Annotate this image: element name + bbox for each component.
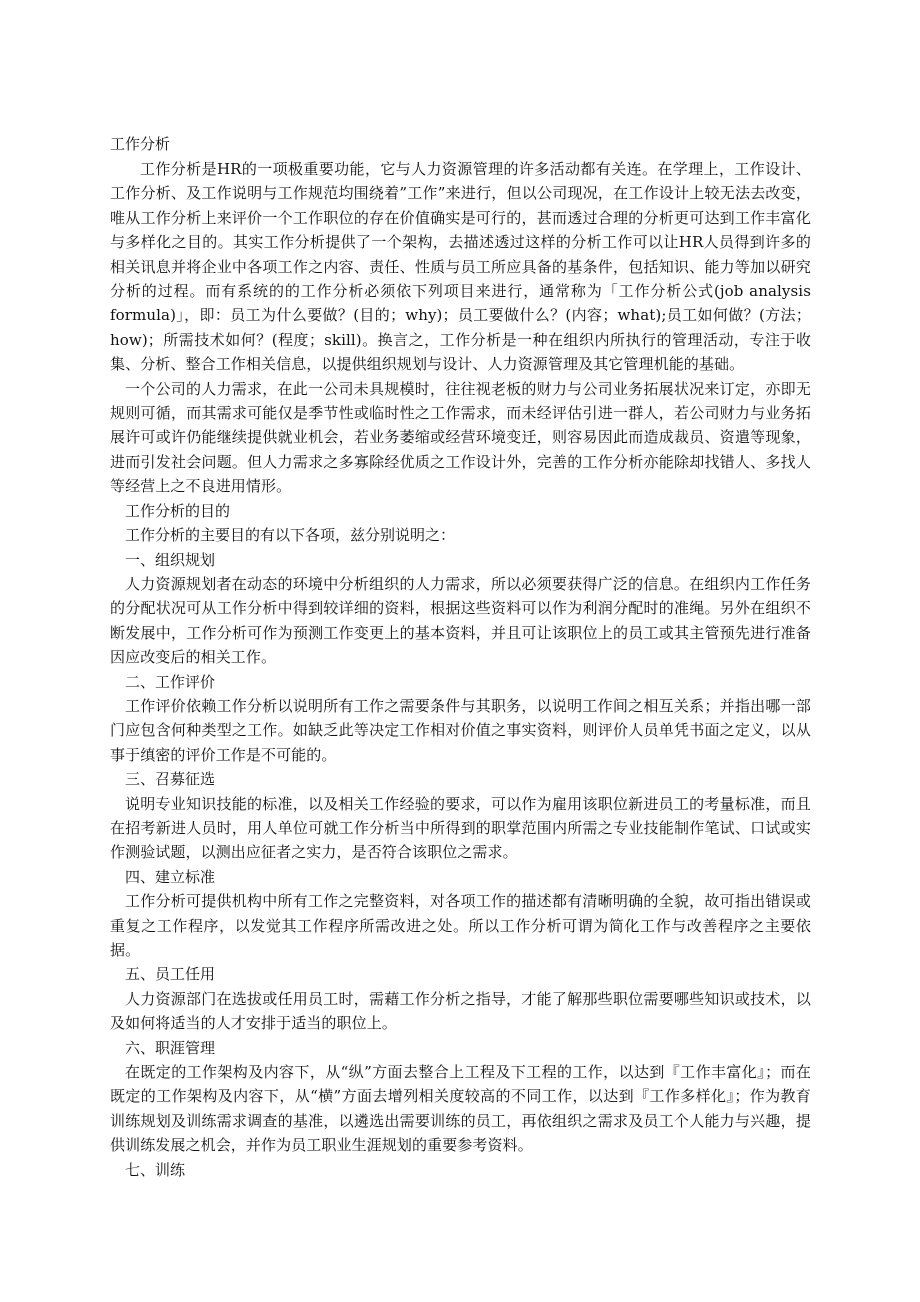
body-paragraph: 工作评价依赖工作分析以说明所有工作之需要条件与其职务，以说明工作间之相互关系；并指出哪一部门应包含何种类型之工作。如缺乏此等决定工作相对价值之事实资料，则评价人员单凭书面之定义，以从事于缜密的评价工作是不可能的。	[110, 696, 811, 764]
section-heading: 工作分析的主要目的有以下各项，兹分别说明之：	[125, 526, 456, 545]
section-heading: 五、员工任用	[125, 965, 216, 984]
section-heading: 一、组织规划	[125, 550, 216, 569]
body-paragraph: 在既定的工作架构及内容下，从“纵”方面去整合上工程及下工程的工作，以达到『工作丰富化』；而在既定的工作架构及内容下，从“横”方面去增列相关度较高的不同工作，以达到『工作多样化』；作为教育训练规划及训练需求调查的基准，以遴选出需要训练的员工，再依组织之需求及员工个人能力与兴趣，提供训练发展之机会，并作为员工职业生涯规划的重要参考资料。	[110, 1063, 811, 1155]
body-paragraph: 说明专业知识技能的标准，以及相关工作经验的要求，可以作为雇用该职位新进员工的考量标准，而且在招考新进人员时，用人单位可就工作分析当中所得到的职掌范围内所需之专业技能制作笔试、口试或实作测验试题，以测出应征者之实力，是否符合该职位之需求。	[110, 794, 811, 862]
section-heading: 工作分析的目的	[125, 501, 231, 520]
section-heading: 三、召募征选	[125, 770, 216, 789]
section-heading: 七、训练	[125, 1160, 186, 1179]
body-paragraph: 人力资源规划者在动态的环境中分析组织的人力需求，所以必须要获得广泛的信息。在组织内工作任务的分配状况可从工作分析中得到较详细的资料，根据这些资料可以作为利润分配时的准绳。另外在组织不断发展中，工作分析可作为预测工作变更上的基本资料，并且可让该职位上的员工或其主管预先进行准备因应改变后的相关工作。	[110, 574, 811, 667]
document-page	[110, 131, 811, 1182]
body-paragraph: 一个公司的人力需求，在此一公司未具规模时，往往视老板的财力与公司业务拓展状况来订定，亦即无规则可循，而其需求可能仅是季节性或临时性之工作需求，而未经评估引进一群人，若公司财力与业务拓展许可或许仍能继续提供就业机会，若业务萎缩或经营环境变迁，则容易因此而造成裁员、资遣等现象，进而引发社会问题。但人力需求之多寡除经优质之工作设计外，完善的工作分析亦能除却找错人、多找人等经营上之不良进用情形。	[110, 379, 811, 496]
document-body	[110, 157, 811, 1182]
section-heading: 四、建立标准	[125, 867, 216, 886]
body-paragraph: 工作分析是HR的一项极重要功能，它与人力资源管理的许多活动都有关连。在学理上，工作设计、工作分析、及工作说明与工作规范均围绕着”工作”来进行，但以公司现况，在工作设计上较无法去改变，唯从工作分析上来评价一个工作职位的存在价值确实是可行的，甚而透过合理的分析更可达到工作丰富化与多样化之目的。其实工作分析提供了一个架构，去描述透过这样的分析工作可以让HR人员得到许多的相关讯息并将企业中各项工作之内容、责任、性质与员工所应具备的基条件，包括知识、能力等加以研究分析的过程。而有系统的的工作分析必须依下列项目来进行，通常称为「工作分析公式(job analysis formula)」，即：员工为什么要做？(目的；why)；员工要做什么？(内容；what);员工如何做？(方法；how)；所需技术如何？(程度；skill)。换言之，工作分析是一种在组织内所执行的管理活动，专注于收集、分析、整合工作相关信息，以提供组织规划与设计、人力资源管理及其它管理机能的基础。	[110, 160, 811, 374]
body-paragraph: 人力资源部门在选拔或任用员工时，需藉工作分析之指导，才能了解那些职位需要哪些知识或技术，以及如何将适当的人才安排于适当的职位上。	[110, 989, 811, 1033]
section-heading: 二、工作评价	[125, 672, 216, 691]
section-heading: 六、职涯管理	[125, 1038, 216, 1057]
body-paragraph: 工作分析可提供机构中所有工作之完整资料，对各项工作的描述都有清晰明确的全貌，故可指出错误或重复之工作程序，以发觉其工作程序所需改进之处。所以工作分析可谓为简化工作与改善程序之主要依据。	[110, 892, 811, 959]
document-title: 工作分析	[110, 135, 171, 153]
